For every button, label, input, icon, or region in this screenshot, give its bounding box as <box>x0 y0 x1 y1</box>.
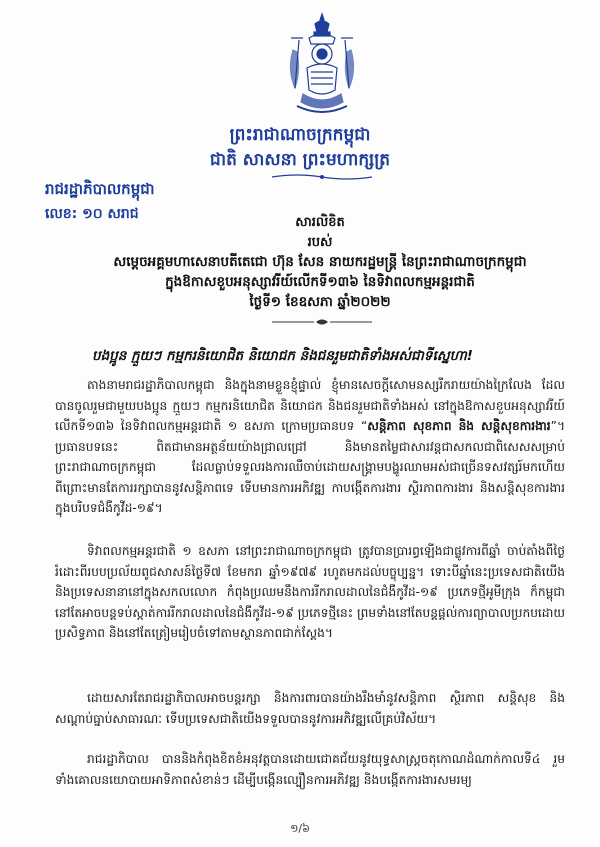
salutation: បងប្អូន ក្មួយៗ កម្មករនិយោជិត និយោជក និងជនរួមជាតិទាំងអស់ជាទីស្នេហា! <box>92 348 473 364</box>
author-line: សម្តេចអគ្គមហាសេនាបតីតេជោ ហ៊ុន សែន នាយករដ្ឋមន្ត្រី នៃព្រះរាជាណាចក្រកម្ពុជា <box>113 254 527 270</box>
document-of: របស់ <box>307 235 333 250</box>
document-type: សារលិខិត <box>295 215 345 230</box>
paragraph-4: រាជរដ្ឋាភិបាល បាននិងកំពុងខិតខំអនុវត្តបានដោយជោគជ័យនូវយុទ្ធសាស្ត្រចតុកោណដំណាក់កាលទី៤ រួមទាំងគោលនយោបាយអាទិភាពសំខាន់ៗ ដើម្បីបង្កើនល្បឿនការអភិវឌ្ឍ និងបង្កើតការងារសមរម្យ <box>55 752 565 787</box>
paragraph-1-text: តាងនាមរាជរដ្ឋាភិបាលកម្ពុជា និងក្នុងនាមខ្លួនខ្ញុំផ្ទាល់ ខ្ញុំមានសេចក្តីសោមនស្សរីករាយយ៉ាងក្រៃលែង ដែលបានចូលរួមជាមួយបងប្អូន ក្មួយៗ កម្មករនិយោជិត និយោជក និងជនរួមជាតិទាំងអស់ នៅក្នុងឱកាសខួបអនុស្សាវរីយ៍លើកទី១៣៦ នៃទិវាពលកម្មអន្តរជាតិ ១ ឧសភា ក្រោមប្រធានបទ “ <box>55 378 565 433</box>
page-number: ១/៦ <box>290 822 310 835</box>
document-number: លេខ: ១០ សរាជ <box>45 206 139 222</box>
paragraph-1 <box>55 375 565 519</box>
ornament-divider-icon <box>272 172 372 182</box>
paragraph-1-text-end: ”។ ប្រធានបទនេះ ពិតជាមានអត្ថន័យយ៉ាងជ្រាលជ្រៅ និងមានតម្លៃជាសារវន្តជាសកលជាពិសេសសម្រាប់ព្រះរាជាណាចក្រកម្ពុជា ដែលធ្លាប់ទទួលរងការឈឺចាប់ដោយសង្គ្រាមបង្ហូរឈាមអស់ជាច្រើនទសវត្សរ៍មកហើយ ពីព្រោះមានតែការរក្សាបាននូវសន្តិភាពទេ ទើបមានការអភិវឌ្ឍ កាបង្កើតការងារ ស្ថិរភាពការងារ និងសន្តិសុខការងារក្នុងបរិបទជំងឺកូវីដ-១៩។ <box>55 419 565 515</box>
government-name: រាជរដ្ឋាភិបាលកម្ពុជា <box>45 180 155 198</box>
paragraph-3: ដោយសារតែរាជរដ្ឋាភិបាលអាចបន្តរក្សា និងការពារបានយ៉ាងរឹងមាំនូវសន្តិភាព ស្ថិរភាព សន្តិសុខ និងសណ្តាប់ធ្នាប់សាធារណៈ ទើបប្រទេសជាតិយើងទទួលបាននូវការអភិវឌ្ឍលើគ្រប់វិស័យ។ <box>55 691 565 726</box>
theme-text: សន្តិភាព សុខភាព និង សន្តិសុខការងារ <box>367 419 551 433</box>
royal-emblem-icon <box>281 10 363 120</box>
national-motto: ជាតិ សាសនា ព្រះមហាក្សត្រ <box>209 150 391 170</box>
paragraph-2: ទិវាពលកម្មអន្តរជាតិ ១ ឧសភា នៅព្រះរាជាណាចក្រកម្ពុជា ត្រូវបានប្រារព្ធឡើងជាផ្លូវការពីឆ្នាំ ចាប់តាំងពីថ្ងៃរំដោះពីរបបប្រល័យពូជសាសន៍ថ្ងៃទី៧ ខែមករា ឆ្នាំ១៩៧៩ រហូតមកដល់បច្ចុប្បន្ន។ ទោះបីឆ្នាំនេះប្រទេសជាតិយើង និងប្រទេសនានានៅក្នុងសកលលោក កំពុងប្រឈមនឹងការរីករាលដាលនៃជំងឺកូវីដ-១៩ ប្រភេទថ្មីអូមីក្រុង ក៏កម្ពុជានៅតែអាចបន្តទប់ស្កាត់ការរីករាលដាលនៃជំងឺកូវីដ-១៩ ប្រភេទថ្មីនេះ ព្រមទាំងនៅតែបន្តផ្តល់ការព្យាបាលប្រកបដោយប្រសិទ្ធភាព និងនៅតែត្រៀមរៀបចំទៅតាមស្ថានភាពជាក់ស្តែង។ <box>55 544 566 640</box>
kingdom-title: ព្រះរាជាណាចក្រកម្ពុជា <box>229 125 371 145</box>
occasion-line: ក្នុងឱកាសខួបអនុស្សាវរីយ៍លើកទី១៣៦ នៃទិវាពលកម្មអន្តរជាតិ <box>165 274 475 290</box>
ornament-divider-icon <box>272 317 372 327</box>
date-line: ថ្ងៃទី១ ខែឧសភា ឆ្នាំ២០២២ <box>249 294 391 310</box>
